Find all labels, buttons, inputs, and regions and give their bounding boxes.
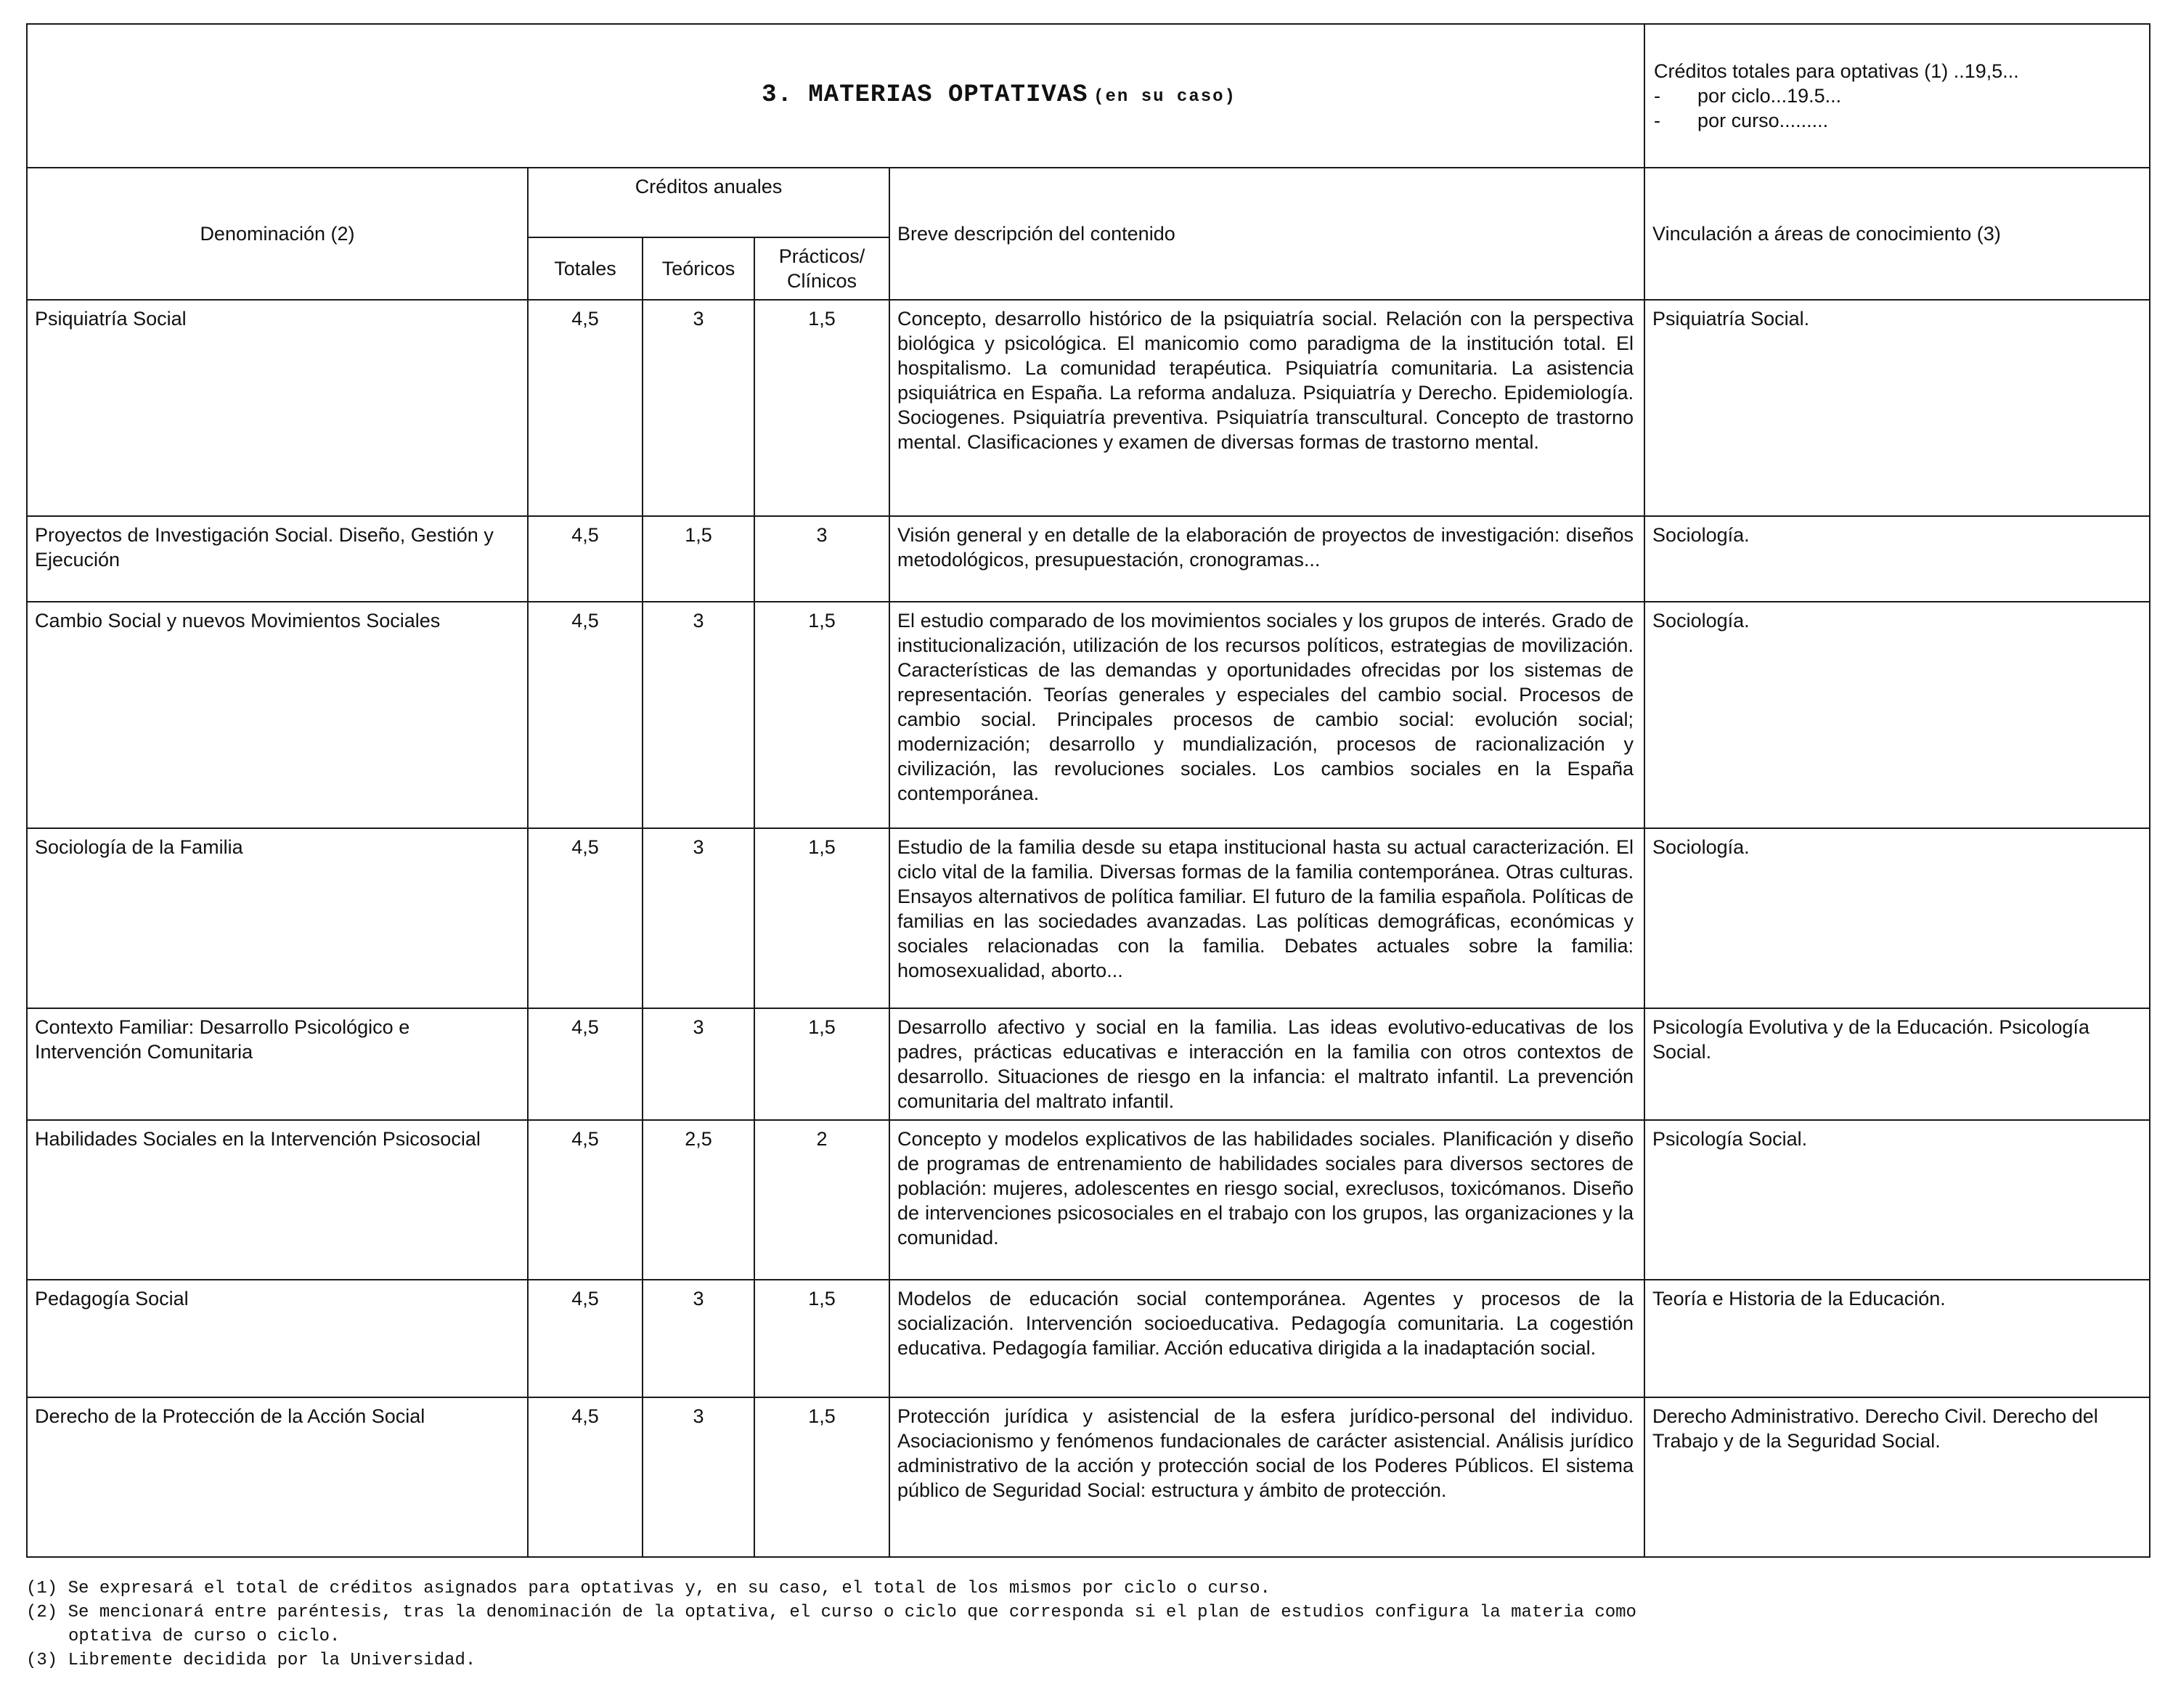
credits-totales: 4,5 (528, 1397, 643, 1557)
knowledge-area: Sociología. (1644, 828, 2150, 1008)
credits-totales: 4,5 (528, 516, 643, 602)
section-title-note: (en su caso) (1093, 87, 1236, 107)
credits-per-cycle-line (1654, 83, 2142, 108)
subject-name: Psiquiatría Social (27, 300, 528, 516)
table-row (27, 828, 2150, 1008)
subject-description: Concepto y modelos explicativos de las habilidades sociales. Planificación y diseño de programas de entrenamiento de habilidades sociales para diversos sectores de población: mujeres, adolescentes en riesgo social, exreclusos, toxicómanos. Diseño de intervenciones psicosociales en el trabajo con los grupos, las organizaciones y la comunidad. (889, 1120, 1644, 1280)
credits-per-course: por curso......... (1697, 110, 1829, 131)
header-totales: Totales (528, 237, 643, 300)
credits-per-cycle: por ciclo...19.5... (1697, 85, 1842, 107)
knowledge-area: Psiquiatría Social. (1644, 300, 2150, 516)
optativas-table (26, 23, 2150, 1558)
subject-name: Contexto Familiar: Desarrollo Psicológico e Intervención Comunitaria (27, 1008, 528, 1120)
subject-name: Derecho de la Protección de la Acción Social (27, 1397, 528, 1557)
section-title-cell (27, 24, 1644, 168)
knowledge-area: Psicología Social. (1644, 1120, 2150, 1280)
subject-name: Sociología de la Familia (27, 828, 528, 1008)
section-title: 3. MATERIAS OPTATIVAS (762, 81, 1088, 109)
credits-totales: 4,5 (528, 602, 643, 828)
footnote-2-continuation: optativa de curso o ciclo. (68, 1627, 341, 1646)
knowledge-area: Psicología Evolutiva y de la Educación. Psicología Social. (1644, 1008, 2150, 1120)
credits-practicos: 2 (754, 1120, 889, 1280)
footnote-3: (3) Libremente decidida por la Universidad. (26, 1651, 476, 1670)
knowledge-area: Derecho Administrativo. Derecho Civil. Derecho del Trabajo y de la Seguridad Social. (1644, 1397, 2150, 1557)
credits-practicos: 1,5 (754, 1008, 889, 1120)
header-practicos: Prácticos/ Clínicos (754, 237, 889, 300)
subject-name: Habilidades Sociales en la Intervención Psicosocial (27, 1120, 528, 1280)
credits-teoricos: 1,5 (643, 516, 754, 602)
subject-description: Modelos de educación social contemporánea. Agentes y procesos de la socialización. Intervención socioeducativa. Pedagogía comunitaria. La cogestión educativa. Pedagogía familiar. Acción educativa dirigida a la inadaptación social. (889, 1280, 1644, 1397)
credits-teoricos: 3 (643, 300, 754, 516)
credits-summary (1644, 24, 2150, 168)
credits-totales: 4,5 (528, 1280, 643, 1397)
credits-practicos: 1,5 (754, 828, 889, 1008)
credits-practicos: 1,5 (754, 1397, 889, 1557)
footnotes (26, 1577, 2149, 1672)
header-descripcion: Breve descripción del contenido (889, 168, 1644, 300)
subject-description: Concepto, desarrollo histórico de la psiquiatría social. Relación con la perspectiva biológica y psicológica. El manicomio como paradigma de la institución total. El hospitalismo. La comunidad terapéutica. Psiquiatría comunitaria. La asistencia psiquiátrica en España. La reforma andaluza. Psiquiatría y Derecho. Epidemiología. Sociogenes. Psiquiatría preventiva. Psiquiatría transcultural. Concepto de trastorno mental. Clasificaciones y examen de diversas formas de trastorno mental. (889, 300, 1644, 516)
subject-description: Desarrollo afectivo y social en la familia. Las ideas evolutivo-educativas de los padres, prácticas educativas e interacción en la familia con otros contextos de desarrollo. Situaciones de riesgo en la infancia: el maltrato infantil. La prevención comunitaria del maltrato infantil. (889, 1008, 1644, 1120)
table-row (27, 516, 2150, 602)
list-dash: - (1654, 85, 1661, 107)
footnote-1: (1) Se expresará el total de créditos asignados para optativas y, en su caso, el total de los mismos por ciclo o curso. (26, 1579, 1271, 1598)
subject-name: Pedagogía Social (27, 1280, 528, 1397)
footnote-2: (2) Se mencionará entre paréntesis, tras la denominación de la optativa, el curso o ciclo que corresponda si el plan de estudios configura la materia como (26, 1603, 1636, 1622)
credits-practicos: 1,5 (754, 602, 889, 828)
subject-description: Protección jurídica y asistencial de la esfera jurídico-personal del individuo. Asociacionismo y fenómenos fundacionales de carácter asistencial. Análisis jurídico administrativo de la acción y protección social de los Poderes Públicos. El sistema público de Seguridad Social: estructura y ámbito de protección. (889, 1397, 1644, 1557)
header-vinculacion: Vinculación a áreas de conocimiento (3) (1644, 168, 2150, 300)
credits-total: Créditos totales para optativas (1) ..19,5... (1654, 60, 2019, 82)
credits-teoricos: 3 (643, 1008, 754, 1120)
header-teoricos: Teóricos (643, 237, 754, 300)
credits-totales: 4,5 (528, 1008, 643, 1120)
header-denominacion: Denominación (2) (27, 168, 528, 300)
credits-practicos: 1,5 (754, 300, 889, 516)
document-page (26, 23, 2149, 1672)
credits-teoricos: 3 (643, 1280, 754, 1397)
credits-teoricos: 2,5 (643, 1120, 754, 1280)
subject-description: Estudio de la familia desde su etapa institucional hasta su actual caracterización. El ciclo vital de la familia. Diversas formas de la familia contemporánea. Otras culturas. Ensayos alternativos de política familiar. El futuro de la familia española. Políticas de familias en las sociedades avanzadas. Las políticas demográficas, económicas y sociales relacionadas con la familia. Debates actuales sobre la familia: homosexualidad, aborto... (889, 828, 1644, 1008)
header-creditos-anuales: Créditos anuales (528, 168, 889, 237)
credits-per-course-line (1654, 108, 2142, 133)
table-row (27, 1008, 2150, 1120)
knowledge-area: Sociología. (1644, 602, 2150, 828)
subject-name: Cambio Social y nuevos Movimientos Sociales (27, 602, 528, 828)
table-row (27, 300, 2150, 516)
list-dash: - (1654, 110, 1661, 131)
credits-practicos: 3 (754, 516, 889, 602)
credits-teoricos: 3 (643, 828, 754, 1008)
subject-description: Visión general y en detalle de la elaboración de proyectos de investigación: diseños metodológicos, presupuestación, cronogramas... (889, 516, 1644, 602)
table-row (27, 1397, 2150, 1557)
credits-totales: 4,5 (528, 828, 643, 1008)
subject-name: Proyectos de Investigación Social. Diseño, Gestión y Ejecución (27, 516, 528, 602)
header-row-1 (27, 168, 2150, 237)
table-row (27, 1280, 2150, 1397)
credits-teoricos: 3 (643, 602, 754, 828)
subject-description: El estudio comparado de los movimientos sociales y los grupos de interés. Grado de institucionalización, utilización de los recursos políticos, estrategias de movilización. Características de las demandas y oportunidades ofrecidas por los sistemas de representación. Teorías generales y especiales del cambio social. Procesos de cambio social. Principales procesos de cambio social: evolución social; modernización; desarrollo y mundialización, procesos de racionalización y civilización, las revoluciones sociales. Los cambios sociales en la España contemporánea. (889, 602, 1644, 828)
table-row (27, 602, 2150, 828)
credits-totales: 4,5 (528, 300, 643, 516)
title-row (27, 24, 2150, 168)
credits-totales: 4,5 (528, 1120, 643, 1280)
table-row (27, 1120, 2150, 1280)
credits-practicos: 1,5 (754, 1280, 889, 1397)
knowledge-area: Teoría e Historia de la Educación. (1644, 1280, 2150, 1397)
credits-teoricos: 3 (643, 1397, 754, 1557)
knowledge-area: Sociología. (1644, 516, 2150, 602)
